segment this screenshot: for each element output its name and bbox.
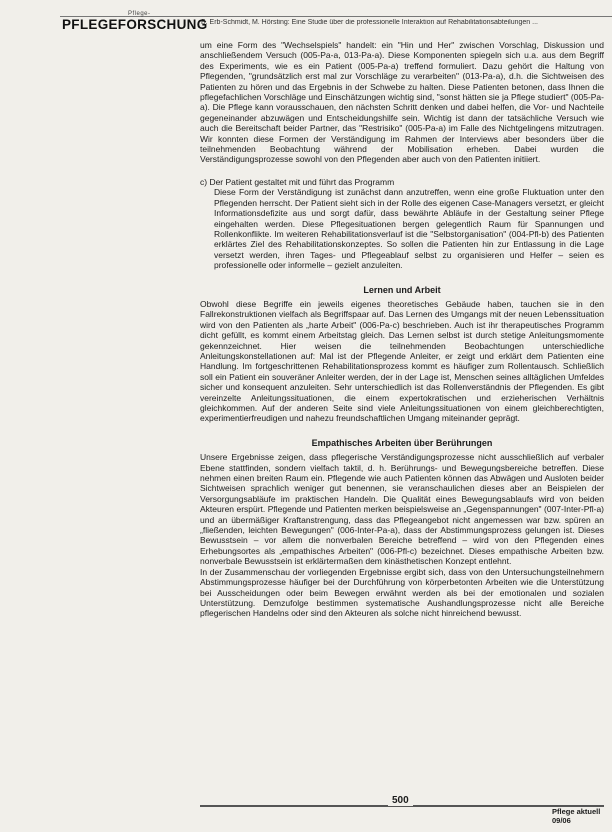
journal-issue: Pflege aktuell 09/06: [552, 807, 601, 825]
subsection-c-text: Diese Form der Verständigung ist zunächst dann anzutreffen, wenn eine große Fluktuation unter den Pflegenden herrscht. Der Patient sieht sich in der Rolle des eigenen Case-Managers versetzt, er gleicht Informationsdefizite aus und sorgt dafür, dass bewährte Abläufe in der Gestaltung seiner Pflege eingehalten werden. Diese Pflegesituationen bergen gelegentlich Raum für Spannungen und Rollenkonflikte. Im weiteren Rehabilitationsverlauf ist die "Selbstorganisation" (004-Pfl-b) des Patienten erklärtes Ziel des Rehabilitationskonzeptes. So sollen die Patienten hin zur Entlassung in die Lage versetzt werden, ihren Tages- und Pflegeablauf selbst zu organisieren und Helfer – seien es professionelle oder informelle – gezielt anzuleiten.: [214, 187, 604, 271]
section-heading-empathisch: Empathisches Arbeiten über Berührungen: [311, 437, 493, 448]
page-header: [0, 0, 612, 44]
intro-paragraph: um eine Form des "Wechselspiels" handelt: ein "Hin und Her" zwischen Vorschlag, Diskussion und anschließendem Versuch (005-Pa-a, 013-Pa-a). Diese Komponenten spiegeln sich u.a. aus dem Begriff des Experiments, wie es ein Patient (005-Pa-a) treffend formuliert. Dazu gehört die Haltung von Pflegenden, "grundsätzlich erst mal zur Vorschläge zu verarbeiten" (013-Pa-a), d.h. die Sichtweisen des Patienten zu hören und das Ergebnis in der Schwebe zu halten. Diese Patienten betonen, dass Ihnen die pflegefachlichen Vorschläge und Einschätzungen wichtig sind, "sonst hätten sie ja Pflege studiert" (005-Pa-a). Die Pflege kann vorausschauen, den nächsten Schritt denken und dabei helfen, die Vor- und Nachteile gegeneinander abzuwägen und Entscheidungshilfe sein. Wichtig ist dann der tatsächliche Versuch wie auch die Bereitschaft beider Partner, das "Restrisiko" (005-Pa-a) im Falle des Nichtgelingens mitzutragen. Wir konnten diese Formen der Verständigung im Rahmen der Interviews aber besonders über die teilnehmenden Beobachtung während der Mobilisation erheben. Dabei wurden die Verständigungsprozesse sowohl von den Pflegenden aber auch von den Patienten initiiert.: [200, 40, 604, 165]
section-heading-lernen: Lernen und Arbeit: [363, 284, 441, 295]
subsection-c: [200, 177, 604, 271]
article-body: [200, 40, 604, 619]
running-head: B. Erb-Schmidt, M. Hörsting: Eine Studie über die professionelle Interaktion auf Rehabilitationsabteilungen ...: [201, 19, 538, 26]
page-number: 500: [388, 795, 413, 806]
section-lernen-text: Obwohl diese Begriffe ein jeweils eigenes theoretisches Gebäude haben, tauchen sie in den Fallrekonstruktionen vielfach als Begriffspaar auf. Das Lernen des Umgangs mit der neuen Lebenssituation wird von den Patienten als „harte Arbeit" (006-Pa-c) beschrieben. Auch ist ihr therapeutisches Programm dicht gefüllt, es kommt einem Arbeitstag gleich. Das Lernen selbst ist durch stetige Anleitungsmomente gekennzeichnet. Hier weisen die teilnehmenden Beobachtungen unterschiedliche Anleitungskonstellationen auf: Mal ist der Pflegende Anleiter, er zeigt und erklärt dem Patienten eine Handlung. Im fortgeschrittenen Rehabilitationsprozess kommt es häufiger zum Rollentausch. Schließlich soll ein Patient ein souveräner Anleiter werden, der in der Lage ist, Menschen seines alltäglichen Umfeldes sicher und konsequent anzuleiten. Sehr unterschiedlich ist das Rollenverständnis der Pflegenden. Es gibt vereinzelte Anleitungssituationen, die einem expertokratischen und erzieherischen Verhältnis gleichkommen. Auf der anderen Seite sind viele Anleitungssituationen von einem gleichberechtigten, experimentierfreudigen und nahezu freundschaftlichen Umgang miteinander geprägt.: [200, 298, 604, 424]
journal-logo: PFLEGEFORSCHUNG: [62, 17, 208, 32]
section-empathisch-text-1: Unsere Ergebnisse zeigen, dass pflegerische Verständigungsprozesse nicht ausschließlich auf verbaler Ebene stattfinden, sondern vielfach taktil, d. h. Berührungs- und Bewegungsbereiche betreffen. Diese nehmen einen breiten Raum ein. Pflegende wie auch Patienten können das Abwägen und Ausloten beider Sichtweisen sprachlich weniger gut benennen, sie veranschaulichen dieses aber an Beispielen der Versorgungsabläufe im praktischen Handeln. Die Qualität eines Bewegungsablaufs wird von beiden Akteuren erspürt. Pflegende und Patienten merken beispielsweise an „Gegenspannungen" (007-Inter-Pfl-a) und an übermäßiger Kraftanstrengung, dass das Pflegeangebot nicht angemessen war bzw. spüren an „fließenden, leichten Bewegungen" (006-Inter-Pa-a), dass der Abstimmungsprozess gelungen ist. Dieses Bewusstsein – vor allem die nonverbalen Bereiche betreffend – wird von den Pflegenden eines Erhebungsortes als „empathisches Arbeiten" (006-Pfl-c) bezeichnet. Dieses empathische Arbeiten bzw. nonverbale Bewusstsein ist erklärtermaßen dem kinästhetischen Konzept entlehnt.: [200, 452, 604, 567]
logo-superscript: Pflege-: [128, 11, 151, 17]
subsection-c-title: c) Der Patient gestaltet mit und führt das Programm: [200, 176, 395, 187]
section-empathisch-text-2: In der Zusammenschau der vorliegenden Ergebnisse ergibt sich, dass von den Untersuchungsteilnehmern Abstimmungsprozesse häufiger bei der Durchführung von körperbetonten Arbeiten wie die Unterstützung bei Ausscheidungen oder beim Bewegen erwähnt werden als bei der emotionalen und sozialen Unterstützung. Demzufolge bestimmen systematische Aushandlungsprozesse nicht alle Bereiche pflegerischen Handelns oder sind den Akteuren als solche nicht hinreichend bewusst.: [200, 566, 604, 619]
